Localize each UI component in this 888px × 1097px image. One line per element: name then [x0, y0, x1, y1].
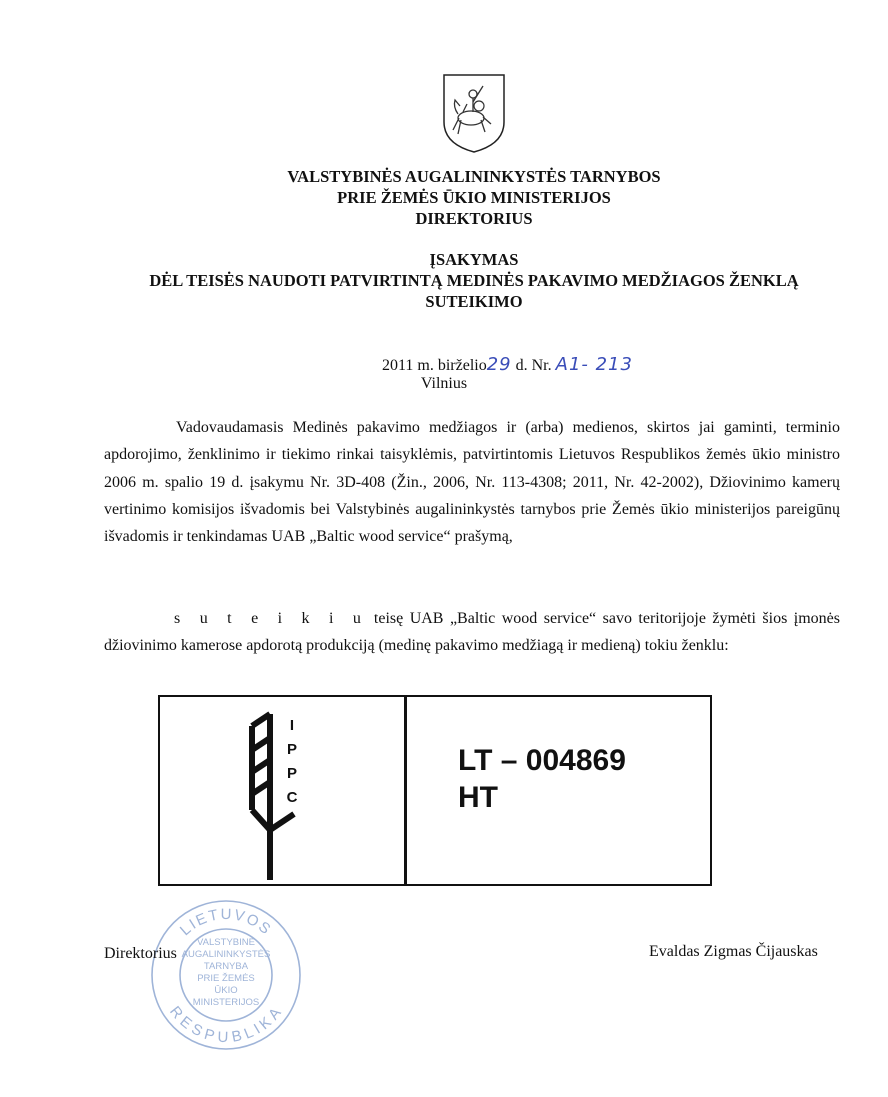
header-line-1: VALSTYBINĖS AUGALININKYSTĖS TARNYBOS: [287, 167, 661, 186]
treatment-code: HT: [458, 781, 498, 814]
grant-text: teisę UAB „Baltic wood service“ savo teritorijoje žymėti šios įmonės džiovinimo kamerose apdorotą produkciją (medinę pakavimo medžiagą ir medieną) tokiu ženklu:: [104, 610, 840, 655]
coat-of-arms-icon: [441, 72, 507, 154]
body-paragraph-2: [104, 605, 840, 660]
order-number-handwritten: A1- 213: [555, 354, 633, 375]
title-line-3: SUTEIKIMO: [425, 292, 523, 311]
ippc-letter-c: C: [286, 789, 298, 806]
ippc-letter-p1: P: [286, 741, 298, 758]
stamp-outer-top: LIETUVOS: [176, 905, 276, 940]
stamp-inner-line-2: AUGALININKYSTĖS: [181, 949, 271, 960]
signature-name: Evaldas Zigmas Čijauskas: [649, 943, 818, 960]
signature-role: Direktorius: [104, 945, 177, 962]
mark-divider: [404, 697, 407, 884]
header-line-3: DIREKTORIUS: [415, 209, 533, 228]
official-stamp: [148, 897, 304, 1053]
body-paragraph-1: Vadovaudamasis Medinės pakavimo medžiagos ir (arba) medienos, skirtos jai gaminti, terminio apdorojimo, ženklinimo ir tiekimo rinkai taisyklėmis, patvirtintomis Lietuvos Respublikos žemės ūkio ministro 2006 m. spalio 19 d. įsakymu Nr. 3D-408 (Žin., 2006, Nr. 113-4308; 2011, Nr. 42-2002), Džiovinimo kamerų vertinimo komisijos išvadomis bei Valstybinės augalininkystės tarnybos prie Žemės ūkio ministerijos pareigūnų išvadomis ir tenkindamas UAB „Baltic wood service“ prašymą,: [104, 419, 840, 546]
svg-text:LIETUVOS: [177, 906, 275, 939]
ippc-letter-p2: P: [286, 765, 298, 782]
stamp-inner-line-3: TARNYBA: [203, 961, 249, 972]
svg-text:RESPUBLIKA: [166, 1003, 286, 1046]
header-line-2: PRIE ŽEMĖS ŪKIO MINISTERIJOS: [337, 188, 611, 207]
stamp-inner-line-6: MINISTERIJOS: [192, 997, 260, 1008]
stamp-outer-bottom: RESPUBLIKA: [166, 1003, 286, 1047]
registration-code: LT – 004869: [458, 744, 626, 777]
grant-word: s u t e i k i u: [174, 610, 368, 627]
date-number-label: d. Nr.: [511, 357, 556, 374]
date-prefix: 2011 m. birželio: [382, 357, 487, 374]
stamp-inner-line-4: PRIE ŽEMĖS: [197, 973, 255, 984]
ippc-letter-i: I: [289, 717, 295, 734]
title-line-2: DĖL TEISĖS NAUDOTI PATVIRTINTĄ MEDINĖS PAKAVIMO MEDŽIAGOS ŽENKLĄ: [149, 271, 799, 290]
title-line-1: ĮSAKYMAS: [429, 250, 519, 269]
mark-code-block: [458, 742, 626, 816]
wheat-ippc-icon: [230, 702, 320, 882]
city: Vilnius: [420, 375, 468, 392]
date-line: [382, 355, 633, 376]
stamp-inner-line-1: VALSTYBINĖ: [197, 937, 255, 948]
stamp-inner-line-5: ŪKIO: [214, 985, 238, 996]
ippc-mark-box: [158, 695, 712, 886]
date-day-handwritten: 29: [486, 354, 512, 375]
